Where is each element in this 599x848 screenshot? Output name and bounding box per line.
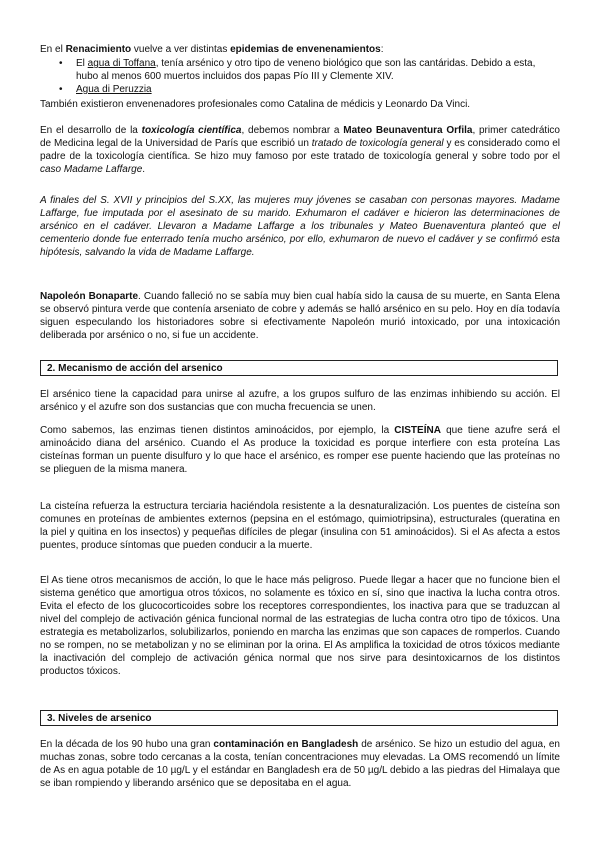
- intro-text: En el: [40, 44, 66, 55]
- intro-text: vuelve a ver distintas: [131, 44, 231, 55]
- section-3-paragraph-1: [40, 738, 560, 790]
- section-2-heading: 2. Mecanismo de acción del arsenico: [40, 360, 558, 376]
- section-3-heading: 3. Niveles de arsenico: [40, 710, 558, 726]
- laffarge-paragraph: A finales del S. XVII y principios del S.XX, las mujeres muy jóvenes se casaban con personas mayores. Madame Laffarge, fue imputada por el asesinato de su marido. Exhumaron el cadáver e hicieron las determinaciones de arsénico en el cadáver. Llevaron a Madame Laffarge a los tribunales y Mateo Buenaventura planteó que el cementerio donde fue enterrado tenía mucho arsénico, por ello, exhumaron de nuevo el cadáver y se confirmó esta hipótesis, salvando la vida de Madame Laffarge.: [40, 195, 560, 258]
- cisteina-term: CISTEÍNA: [394, 425, 441, 436]
- orfila-text: y es considerado como el padre de la toxicología científica. Se hizo muy famoso por este tratado de toxicología general y sobre todo por el: [40, 138, 561, 162]
- section-2-paragraph-3: La cisteína refuerza la estructura terciaria haciéndola resistente a la desnaturalización. Los puentes de cisteína son comunes en proteínas de ambientes externos (pepsina en el estómago, quimiotripsina), estructurales (queratina en la piel y quitina en los insectos) y pequeñas difíciles de plegar (insulina con 51 aminoácidos). Si el As afecta a estos puentes, produce síntomas que pueden conducir a la muerte.: [40, 501, 560, 551]
- bullet-text: , tenía arsénico y otro tipo de veneno biológico que son las cantáridas. Debido a esta, hubo al menos 600 muertos incluidos dos papas Pío III y Clemente XIV.: [76, 58, 536, 82]
- orfila-text: En el desarrollo de la: [40, 125, 142, 136]
- intro-text: :: [380, 44, 384, 55]
- napoleon-name: Napoleón Bonaparte: [40, 291, 139, 302]
- section-2-paragraph-2: [40, 424, 560, 476]
- section-2-text: que tiene azufre será el aminoácido diana del arsénico. Cuando el As produce la toxicidad es porque interfiere con esta proteína Las cisteínas forman un puente disulfuro y lo que hace el arsénico, es romper ese puente haciendo que las proteínas no se plieguen de la misma manera.: [40, 425, 560, 475]
- orfila-paragraph: [40, 124, 560, 176]
- section-2-paragraph-1: El arsénico tiene la capacidad para unirse al azufre, a los grupos sulfuro de las enzimas inhibiendo su acción. El arsénico y el azufre son dos sustancias que con mucha frecuencia se unen.: [40, 389, 560, 413]
- epidemias-term: epidemias de envenenamientos: [230, 44, 381, 55]
- orfila-text: .: [142, 164, 146, 175]
- section-3-text: En la década de los 90 hubo una gran: [40, 739, 214, 750]
- orfila-text: , primer catedrático de Medicina legal de la Universidad de París que escribió un: [40, 125, 560, 149]
- orfila-name: Mateo Beunaventura Orfila: [343, 125, 473, 136]
- toxicologia-cientifica-term: toxicología científica: [141, 125, 242, 136]
- bullet-text: El: [76, 58, 88, 69]
- orfila-text: , debemos nombrar a: [241, 125, 344, 136]
- agua-toffana-link[interactable]: agua di Toffana: [87, 58, 156, 69]
- envenenadores-paragraph: También existieron envenenadores profesionales como Catalina de médicis y Leonardo Da Vinci.: [40, 99, 471, 110]
- bangladesh-term: contaminación en Bangladesh: [213, 739, 359, 750]
- agua-peruzzia-link[interactable]: Agua di Peruzzia: [76, 84, 152, 95]
- caso-laffarge-term: caso Madame Laffarge: [40, 164, 143, 175]
- list-item: [40, 83, 560, 96]
- section-3-text: de arsénico. Se hizo un estudio del agua, en muchas zonas, sobre todo cercanas a la costa, tenían concentraciones muy elevadas. La OMS recomendó un límite de As en agua potable de 10 µg/L y el estándar en Bangladesh era de 50 µg/L debido a las piedras del Himalaya que se iban rompiendo y liberando arsénico que se depositaba en el agua.: [40, 739, 560, 789]
- tratado-term: tratado de toxicología general: [311, 138, 444, 149]
- list-item: [40, 57, 560, 83]
- renacimiento-term: Renacimiento: [65, 44, 132, 55]
- napoleon-text: . Cuando falleció no se sabía muy bien cual había sido la causa de su muerte, en Santa Elena se observó pintura verde que contenía arseniato de cobre y además se halló arsénico en su pelo. Hoy en día todavía siguen especulando los historiadores sobre si efectivamente Napoleón murió intoxicado, por una intoxicación deliberada por arsénico o no, si fue un accidente.: [40, 291, 560, 341]
- intro-paragraph: [40, 43, 560, 56]
- poison-list: [40, 57, 560, 96]
- napoleon-paragraph: [40, 290, 560, 342]
- section-2-text: Como sabemos, las enzimas tienen distintos aminoácidos, por ejemplo, la: [40, 425, 395, 436]
- section-2-paragraph-4: El As tiene otros mecanismos de acción, lo que le hace más peligroso. Puede llegar a hacer que no funcione bien el sistema genético que amortigua otros tóxicos, no solamente es tóxico en sí, sino que inactiva la lucha contra otros. Evita el efecto de los glucocorticoides sobre los receptores correspondientes, los inactiva para que se traduzcan al nivel del complejo de activación génica funcional normal de las estrategias de lucha contra otro tipo de tóxicos. Una estrategia es metabolizarlos, solubilizarlos, poniendo en marcha las enzimas que son capaces de romperlos. Cuando no se rompen, no se metabolizan y no se eliminan por la orina. El As amplifica la toxicidad de otros tóxicos mediante la inactivación del complejo de activación génica normal que nos sirve para desintoxicarnos de los distintos productos tóxicos.: [40, 575, 560, 677]
